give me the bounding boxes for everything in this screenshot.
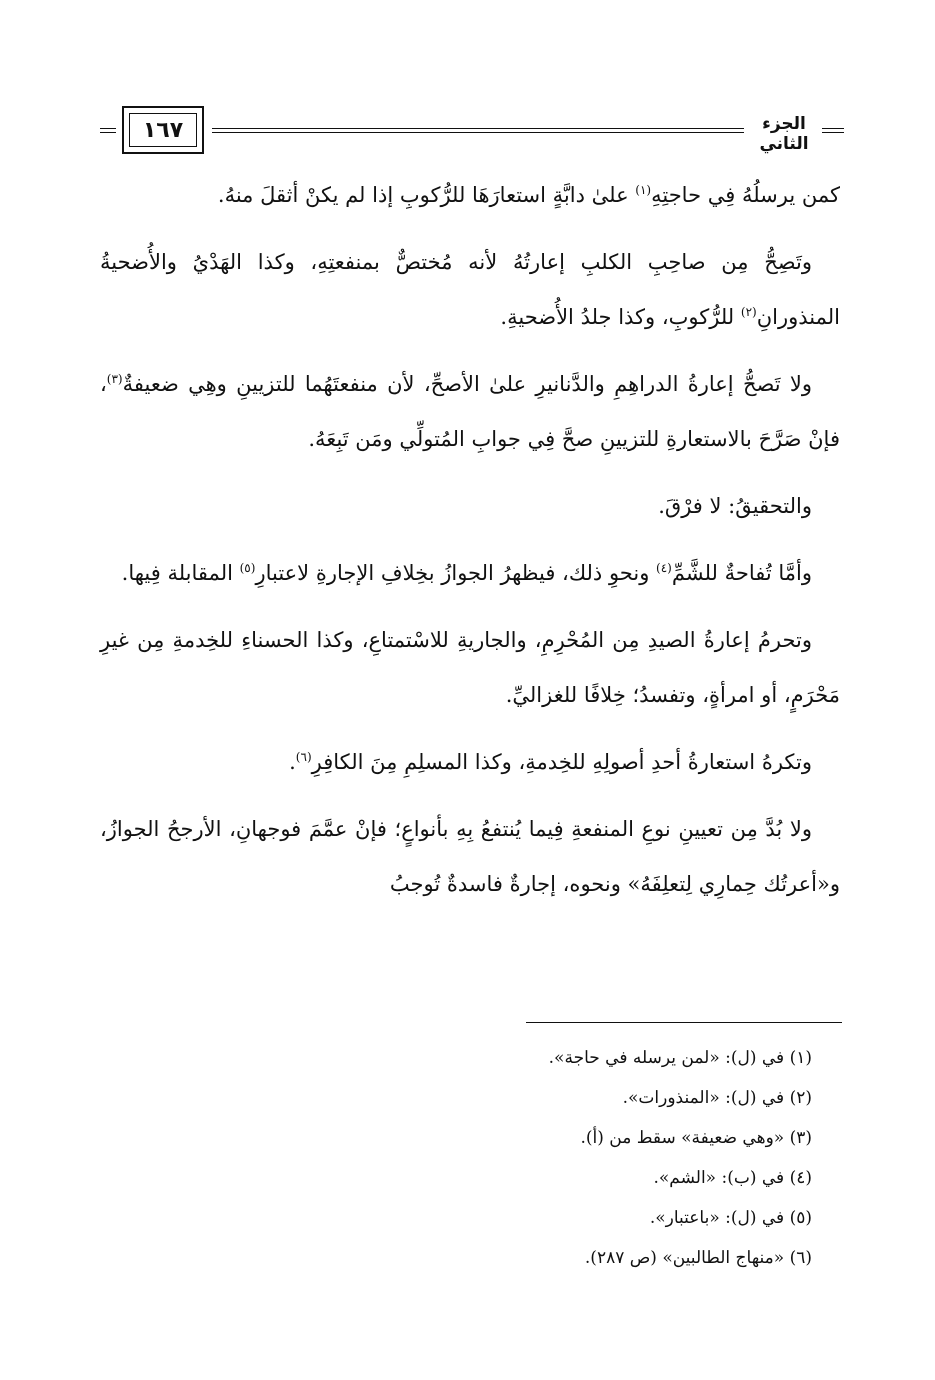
footnote-ref-3: (٣) [106, 372, 123, 386]
page-header [100, 104, 844, 160]
page-number-frame [122, 106, 204, 154]
paragraph-5 [100, 546, 840, 601]
header-rule-middle [212, 128, 744, 133]
text-run: المقابلة فِيها. [121, 561, 240, 585]
footnote-ref-6: (٦) [295, 750, 312, 764]
paragraph-8 [100, 802, 840, 912]
text-run: وتكرهُ استعارةُ أحدِ أصولِهِ للخِدمةِ، وكذا المسلِمِ مِنَ الكافِرِ [311, 750, 812, 774]
paragraph-4 [100, 479, 840, 534]
text-run: للرُّكوبِ، وكذا جلدُ الأُضحيةِ. [500, 305, 741, 329]
paragraph-1 [100, 168, 840, 223]
footnote-3: (٣) «وهي ضعيفة» سقط من (أ). [580, 1128, 812, 1148]
footnote-2: (٢) في (ل): «المنذورات». [622, 1088, 812, 1108]
text-run: وأمَّا تُفاحةٌ للشَّمِّ [671, 561, 812, 585]
text-run: وتحرمُ إعارةُ الصيدِ مِن المُحْرِمِ، والجاريةِ للاسْتمتاعِ، وكذا الحسناءِ للخِدمةِ مِن غيرِ مَحْرَمٍ، أو امرأةٍ، وتفسدُ؛ خِلافًا للغزاليِّ. [100, 628, 840, 707]
footnote-5: (٥) في (ل): «باعتبار». [649, 1208, 812, 1228]
footnote-4: (٤) في (ب): «الشم». [653, 1168, 812, 1188]
main-text [100, 168, 840, 924]
footnote-ref-1: (١) [635, 183, 652, 197]
footnote-1: (١) في (ل): «لمن يرسله في حاجة». [548, 1048, 812, 1068]
header-rule-left [100, 128, 116, 133]
text-run: . [289, 750, 296, 774]
text-run: ولا تَصحُّ إعارةُ الدراهِمِ والدَّنانيرِ علىٰ الأصحِّ، لأن منفعتَهُما للتزيينِ وهِي ضعيفةٌ [122, 372, 812, 396]
footnote-separator [526, 1022, 842, 1023]
text-run: وتَصِحُّ مِن صاحِبِ الكلبِ إعارتُهُ لأنه مُختصٌّ بمنفعتِهِ، وكذا الهَدْيُ والأُضحيةُ المنذورانِ [100, 250, 840, 329]
text-run: كمن يرسلُهُ فِي حاجتِهِ [651, 183, 840, 207]
paragraph-6 [100, 613, 840, 723]
text-run: ونحوِ ذلك، فيظهرُ الجوازُ بخِلافِ الإجارةِ لاعتبارِ [255, 561, 657, 585]
paragraph-7 [100, 735, 840, 790]
text-run: ولا بُدَّ مِن تعيينِ نوعِ المنفعةِ فِيما يُنتفعُ بِهِ بأنواعٍ؛ فإنْ عمَّمَ فوجهانِ، الأرجحُ الجوازُ، و«أعرتُك حِمارِي لِتعلِفَهُ» ونحوه، إجارةٌ فاسدةٌ تُوجبُ [100, 817, 840, 896]
footnote-ref-4: (٤) [656, 561, 672, 575]
text-run: علىٰ دابَّةٍ استعارَهَا للرُّكوبِ إذا لم يكنْ أثقلَ منهُ. [217, 183, 636, 207]
header-rule-right [822, 128, 844, 133]
text-run: والتحقيقُ: لا فرْقَ. [658, 494, 812, 518]
paragraph-2 [100, 235, 840, 345]
footnote-ref-5: (٥) [239, 561, 256, 575]
page-number: ١٦٧ [129, 113, 197, 147]
running-title: الجزء الثاني [759, 114, 809, 154]
paragraph-3 [100, 357, 840, 467]
footnote-6: (٦) «منهاج الطالبين» (ص ٢٨٧). [584, 1248, 812, 1268]
footnote-ref-2: (٢) [740, 305, 757, 319]
text-run: ، فإنْ صَرَّحَ بالاستعارةِ للتزيينِ صحَّ فِي جوابِ المُتولِّي ومَن تَبِعَهُ. [100, 372, 840, 451]
footnotes [100, 1038, 812, 1278]
